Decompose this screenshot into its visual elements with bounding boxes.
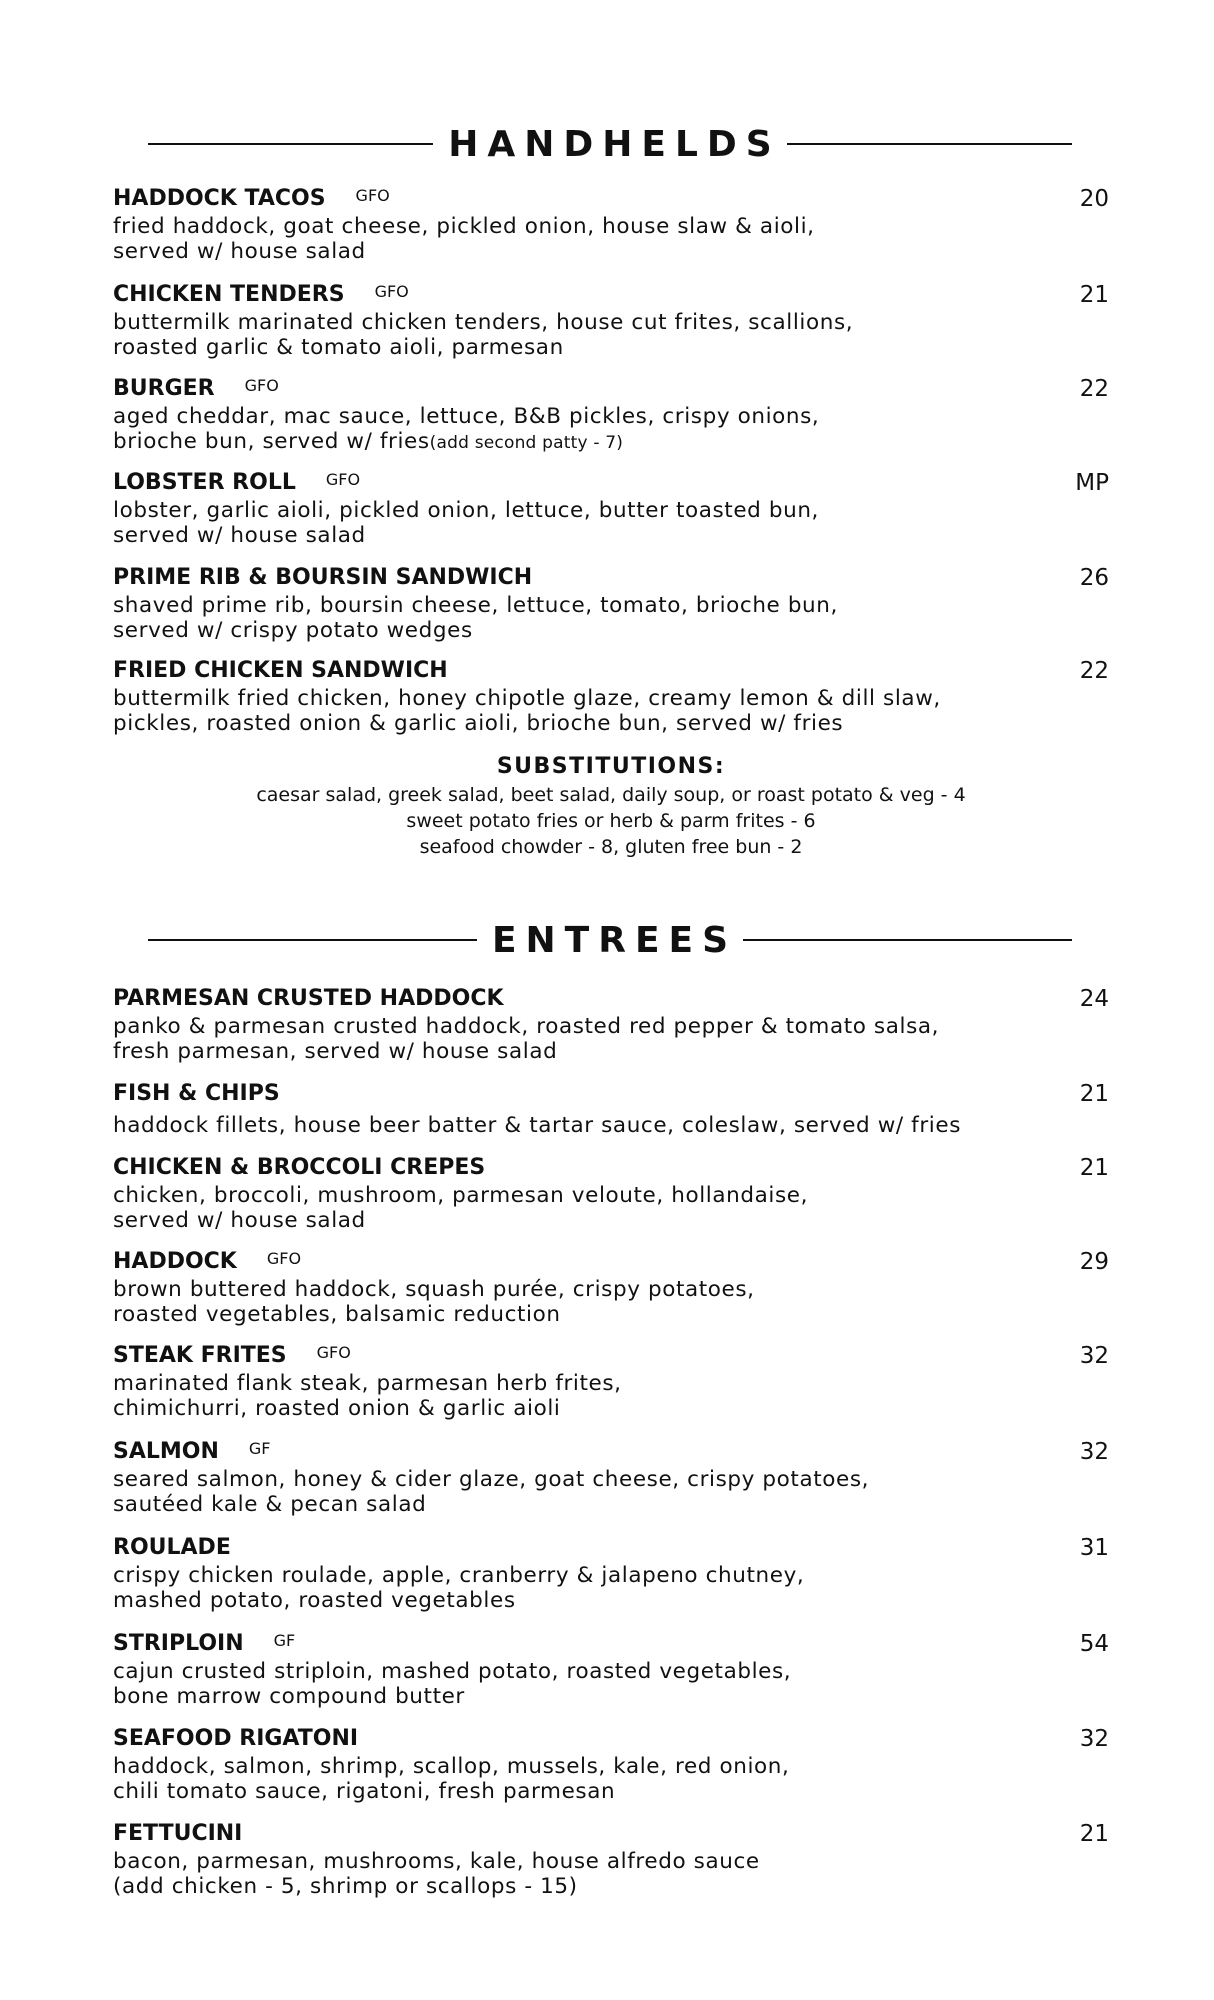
item-price: 32 [1079,1439,1109,1465]
item-description-line: lobster, garlic aioli, pickled onion, lettuce, butter toasted bun, [113,498,819,523]
item-name: PRIME RIB & BOURSIN SANDWICH [113,565,533,590]
item-description-line: served w/ house salad [113,239,366,264]
item-name: FETTUCINI [113,1821,243,1846]
item-description-line: crispy chicken roulade, apple, cranberry & jalapeno chutney, [113,1563,805,1588]
item-price: 21 [1079,282,1109,308]
item-price: 21 [1079,1081,1109,1107]
item-name: ROULADE [113,1535,231,1560]
item-price: 24 [1079,986,1109,1012]
item-description-line: served w/ house salad [113,1208,366,1233]
item-description-line: fresh parmesan, served w/ house salad [113,1039,558,1064]
item-dietary-tag: GFO [316,1343,351,1362]
item-name: STRIPLOIN [113,1631,244,1656]
menu-item-prime-rib-boursin-sandwich [113,563,1109,643]
item-description-line: cajun crusted striploin, mashed potato, roasted vegetables, [113,1659,792,1684]
menu-item-salmon [113,1437,1109,1517]
substitutions-block [113,752,1109,860]
item-price: 26 [1079,565,1109,591]
item-price: 22 [1079,376,1109,402]
item-dietary-tag: GFO [374,282,409,301]
item-name: FISH & CHIPS [113,1081,280,1106]
menu-item-chicken-tenders [113,280,1109,360]
item-description-line: mashed potato, roasted vegetables [113,1588,516,1613]
handhelds-header [148,114,1072,174]
item-dietary-tag: GFO [355,186,390,205]
item-name: CHICKEN & BROCCOLI CREPES [113,1155,486,1180]
menu-item-roulade [113,1533,1109,1613]
item-description-line: bacon, parmesan, mushrooms, kale, house alfredo sauce [113,1849,760,1874]
item-description-line: aged cheddar, mac sauce, lettuce, B&B pickles, crispy onions, [113,404,820,429]
item-name: SEAFOOD RIGATONI [113,1726,359,1751]
item-description-line: (add chicken - 5, shrimp or scallops - 15) [113,1874,578,1899]
item-name: BURGER [113,376,215,401]
item-description-line: chimichurri, roasted onion & garlic aioli [113,1396,561,1421]
item-price: 32 [1079,1726,1109,1752]
menu-item-striploin [113,1629,1109,1709]
item-dietary-tag: GF [273,1631,296,1650]
item-name: FRIED CHICKEN SANDWICH [113,658,448,683]
menu-item-haddock [113,1247,1109,1327]
item-description-line: shaved prime rib, boursin cheese, lettuce, tomato, brioche bun, [113,593,838,618]
item-description-line: seared salmon, honey & cider glaze, goat cheese, crispy potatoes, [113,1467,870,1492]
menu-item-burger [113,374,1109,456]
menu-item-steak-frites [113,1341,1109,1421]
header-rule-left [148,939,477,941]
menu-item-haddock-tacos [113,184,1109,264]
item-price: 21 [1079,1821,1109,1847]
entrees-header [148,910,1072,970]
item-description-line: served w/ crispy potato wedges [113,618,473,643]
menu-item-lobster-roll [113,468,1109,548]
item-price: MP [1075,470,1109,496]
item-price: 29 [1079,1249,1109,1275]
item-description-line: sautéed kale & pecan salad [113,1492,427,1517]
item-dietary-tag: GFO [266,1249,302,1268]
item-description-line: chicken, broccoli, mushroom, parmesan veloute, hollandaise, [113,1183,809,1208]
section-title-handhelds: HANDHELDS [448,123,781,165]
item-price: 21 [1079,1155,1109,1181]
item-name: LOBSTER ROLL [113,470,296,495]
item-name: CHICKEN TENDERS [113,282,345,307]
menu-item-fried-chicken-sandwich [113,656,1109,736]
item-description-line: chili tomato sauce, rigatoni, fresh parmesan [113,1779,616,1804]
header-rule-left [148,143,433,145]
item-name: HADDOCK [113,1249,237,1274]
menu-item-parmesan-crusted-haddock [113,984,1109,1064]
header-rule-right [743,939,1072,941]
item-description-line [113,429,1109,456]
item-price: 31 [1079,1535,1109,1561]
item-price: 32 [1079,1343,1109,1369]
menu-item-fish-chips [113,1079,1109,1138]
item-description-line: panko & parmesan crusted haddock, roasted red pepper & tomato salsa, [113,1014,940,1039]
substitutions-line: seafood chowder - 8, gluten free bun - 2 [419,836,803,858]
item-name: STEAK FRITES [113,1343,287,1368]
item-description-line: marinated flank steak, parmesan herb frites, [113,1371,622,1396]
substitutions-line: caesar salad, greek salad, beet salad, daily soup, or roast potato & veg - 4 [256,784,966,806]
item-addon-note: (add second patty - 7) [429,433,624,453]
item-price: 20 [1079,186,1109,212]
item-price: 22 [1079,658,1109,684]
item-description-text: brioche bun, served w/ fries [113,429,430,454]
item-description-line: buttermilk marinated chicken tenders, house cut frites, scallions, [113,310,854,335]
item-name: SALMON [113,1439,219,1464]
item-description-line: roasted vegetables, balsamic reduction [113,1302,561,1327]
item-description-line: fried haddock, goat cheese, pickled onion, house slaw & aioli, [113,214,815,239]
item-dietary-tag: GFO [244,376,279,395]
item-name: PARMESAN CRUSTED HADDOCK [113,986,504,1011]
item-description-line: buttermilk fried chicken, honey chipotle glaze, creamy lemon & dill slaw, [113,686,941,711]
item-dietary-tag: GF [248,1439,271,1458]
header-rule-right [787,143,1072,145]
substitutions-title: SUBSTITUTIONS: [496,754,726,779]
section-title-entrees: ENTREES [491,919,738,961]
substitutions-line: sweet potato fries or herb & parm frites - 6 [406,810,816,832]
item-description-line: haddock, salmon, shrimp, scallop, mussels, kale, red onion, [113,1754,790,1779]
item-description-line: roasted garlic & tomato aioli, parmesan [113,335,564,360]
item-description-line: pickles, roasted onion & garlic aioli, brioche bun, served w/ fries [113,711,844,736]
item-description-line: haddock fillets, house beer batter & tartar sauce, coleslaw, served w/ fries [113,1113,961,1138]
item-price: 54 [1079,1631,1109,1657]
item-description-line: bone marrow compound butter [113,1684,465,1709]
menu-item-seafood-rigatoni [113,1724,1109,1804]
item-dietary-tag: GFO [325,470,361,489]
item-name: HADDOCK TACOS [113,186,326,211]
item-description-line: served w/ house salad [113,523,366,548]
menu-item-chicken-broccoli-crepes [113,1153,1109,1233]
item-description-line: brown buttered haddock, squash purée, crispy potatoes, [113,1277,755,1302]
menu-item-fettucini [113,1819,1109,1899]
